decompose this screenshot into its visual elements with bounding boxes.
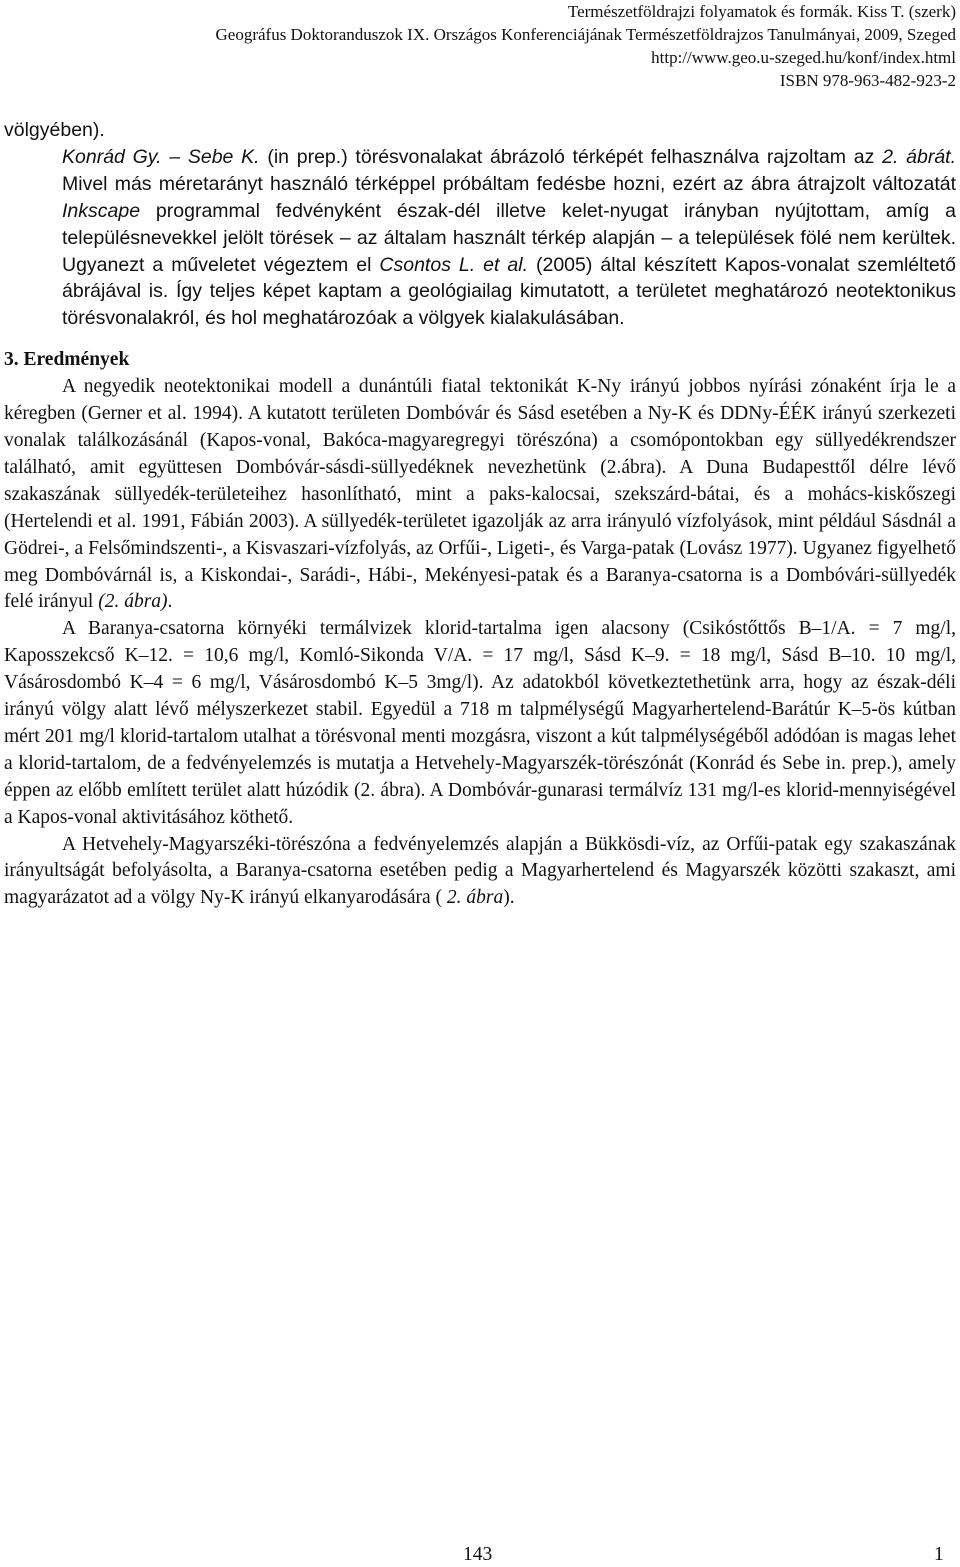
results-paragraph-1 bbox=[4, 374, 956, 616]
citation-csontos: Csontos L. et al. bbox=[379, 253, 529, 276]
software-name: Inkscape bbox=[62, 199, 141, 222]
intro-line: völgyében). bbox=[4, 119, 105, 141]
header-url[interactable]: http://www.geo.u-szeged.hu/konf/index.html bbox=[651, 48, 956, 67]
text-run: . bbox=[167, 591, 173, 613]
section-heading: 3. Eredmények bbox=[4, 349, 130, 371]
citation-konrad: Konrád Gy. – Sebe K. bbox=[62, 145, 260, 168]
text-run: ). bbox=[503, 887, 515, 909]
header-conference: Geográfus Doktoranduszok IX. Országos Konferenciájának Természetföldrajzos Tanulmányai, 2009, Szeged bbox=[215, 25, 956, 44]
results-paragraph-3 bbox=[4, 832, 956, 913]
text-run: A Hetvehely-Magyarszéki-törészóna a fedvényelemzés alapján a Bükkösdi-víz, az Orfűi-patak egy szakaszának irányultságát befolyásolta, a Baranya-csatorna esetében pedig a Magyarhertelend és Magyarszék közötti szakaszt, ami magyarázatot ad a völgy Ny-K irányú elkanyarodására ( bbox=[4, 833, 956, 909]
page-header bbox=[216, 0, 957, 92]
page-index: 1 bbox=[934, 1544, 944, 1565]
text-run: A negyedik neotektonikai modell a dunántúli fiatal tektonikát K-Ny irányú jobbos nyírási zónaként írja le a kéregben (Gerner et al. 1994). A kutatott területen Dombóvár és Sásd esetében a Ny-K és DDNy-ÉÉK irányú szerkezeti vonalak találkozásánál (Kapos-vonal, Bakóca-magyaregregyi törészóna) a csomópontokban egy süllyedékrendszer található, amit együttesen Dombóvár-sásdi-süllyedéknek nevezhetünk (2.ábra). A Duna Budapesttől délre lévő szakaszának süllyedék-területeihez hasonlítható, mint a paks-kalocsai, szekszárd-bátai, és a mohács-kiskőszegi (Hertelendi et al. 1991, Fábián 2003). A süllyedék-területet igazolják az arra irányuló vízfolyások, mint például Sásdnál a Gödrei-, a Felsőmindszenti-, a Kisvaszari-vízfolyás, az Orfűi-, Ligeti-, és Varga-patak (Lovász 1977). Ugyanez figyelhető meg Dombóvárnál is, a Kiskondai-, Sarádi-, Hábi-, Mekényesi-patak és a Baranya-csatorna is a Dombóvári-süllyedék felé irányul bbox=[4, 376, 956, 613]
results-paragraph-2: A Baranya-csatorna környéki termálvizek klorid-tartalma igen alacsony (Csikóstőttős B–1/A. = 7 mg/l, Kaposszekcső K–12. = 10,6 mg/l, Komló-Sikonda V/A. = 17 mg/l, Sásd K–9. = 18 mg/l, Sásd B–10. 10 mg/l, Vásárosdombó K–4 = 6 mg/l, Vásárosdombó K–5 3mg/l). Az adatokból következtethetünk arra, hogy az észak-déli irányú völgy alatt lévő mélyszerkezet stabil. Egyedül a 718 m talpmélységű Magyarhertelend-Barátúr K–5-ös kútban mért 201 mg/l klorid-tartalom utalhat a törésvonal menti mozgásra, viszont a kút talpmélységéből adódóan is magas lehet a klorid-tartalom, de a fedvényelemzés is mutatja a Hetvehely-Magyarszék-törészónát (Konrád és Sebe in. prep.), amely éppen az előbb említett terület alatt húzódik (2. ábra). A Dombóvár-gunarasi termálvíz 131 mg/l-es klorid-mennyiségével a Kapos-vonal aktivitásához köthető. bbox=[4, 618, 956, 828]
header-book-title: Természetföldrajzi folyamatok és formák. Kiss T. (szerk) bbox=[567, 2, 956, 21]
text-run: programmal fedvényként észak-dél illetve kelet-nyugat irányban nyújtottam, amíg a településnevekkel jelölt törések – az általam használt térkép alapján – a települések fölé nem kerültek. Ugyanezt a műveletet végeztem el bbox=[62, 199, 956, 276]
text-run: Mivel más méretarányt használó térképpel próbáltam fedésbe hozni, ezért az ábra átrajzolt változatát bbox=[62, 172, 956, 195]
text-run: (in prep.) törésvonalakat ábrázoló térképét felhasználva rajzoltam az bbox=[259, 145, 883, 168]
method-paragraph bbox=[4, 144, 956, 332]
figure-ref: (2. ábra) bbox=[98, 591, 168, 613]
intro-fragment bbox=[4, 117, 956, 144]
page-number: 143 bbox=[463, 1544, 493, 1565]
body-text bbox=[4, 117, 956, 912]
header-isbn: ISBN 978-963-482-923-2 bbox=[779, 71, 956, 90]
figure-ref: 2. ábrát. bbox=[882, 145, 957, 168]
text-run: (2005) által készített Kapos-vonalat szemléltető ábrájával is. Így teljes képet kaptam a geológiailag kimutatott, a területet meghatározó neotektonikus törésvonalakról, és hol meghatározóak a völgyek kialakulásában. bbox=[62, 253, 956, 330]
figure-ref: 2. ábra bbox=[446, 887, 504, 909]
